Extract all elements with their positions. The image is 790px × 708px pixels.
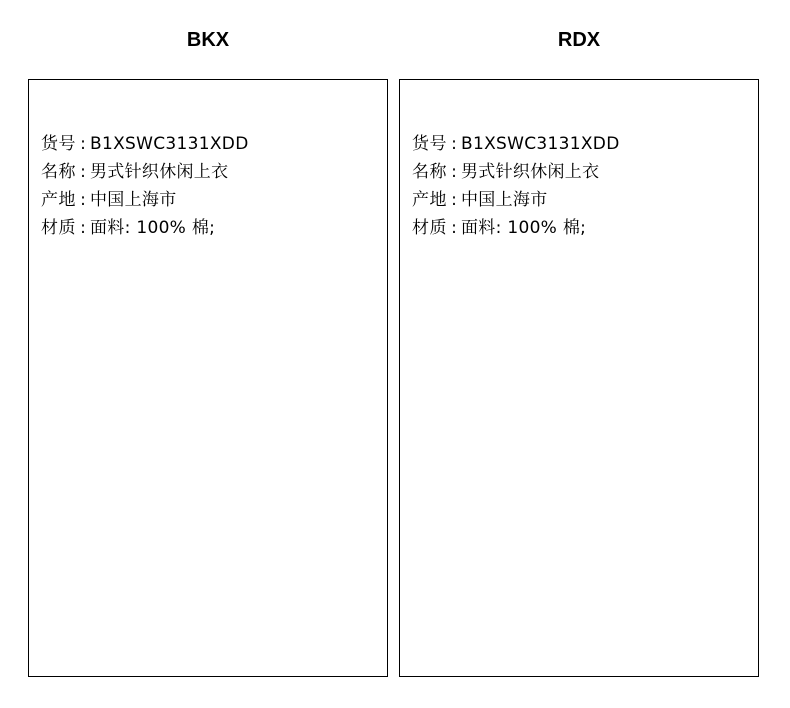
product-name-separator: : — [80, 162, 86, 182]
product-name-label: 名称 — [412, 162, 447, 182]
label-panel-rdx — [399, 79, 759, 677]
label-panel-bkx — [28, 79, 388, 677]
product-name-row — [41, 158, 381, 186]
product-name-separator: : — [451, 162, 457, 182]
material-value: 面料: 100% 棉; — [461, 218, 587, 238]
product-name-value: 男式针织休闲上衣 — [90, 162, 229, 182]
material-value: 面料: 100% 棉; — [90, 218, 216, 238]
item-number-row — [412, 130, 752, 158]
product-name-label: 名称 — [41, 162, 76, 182]
material-label: 材质 — [41, 218, 76, 238]
panel-title-bkx: BKX — [186, 29, 230, 51]
item-number-separator: : — [80, 134, 86, 154]
product-info — [41, 130, 381, 242]
material-row — [41, 214, 381, 242]
origin-value: 中国上海市 — [461, 190, 548, 210]
product-name-value: 男式针织休闲上衣 — [461, 162, 600, 182]
item-number-label: 货号 — [412, 134, 447, 154]
item-number-label: 货号 — [41, 134, 76, 154]
material-separator: : — [80, 218, 86, 238]
product-info — [412, 130, 752, 242]
item-number-value: B1XSWC3131XDD — [461, 134, 620, 154]
material-separator: : — [451, 218, 457, 238]
material-row — [412, 214, 752, 242]
origin-row — [41, 186, 381, 214]
origin-separator: : — [80, 190, 86, 210]
origin-label: 产地 — [412, 190, 447, 210]
item-number-separator: : — [451, 134, 457, 154]
origin-separator: : — [451, 190, 457, 210]
product-name-row — [412, 158, 752, 186]
origin-row — [412, 186, 752, 214]
item-number-value: B1XSWC3131XDD — [90, 134, 249, 154]
panel-title-rdx: RDX — [557, 29, 601, 51]
origin-label: 产地 — [41, 190, 76, 210]
item-number-row — [41, 130, 381, 158]
origin-value: 中国上海市 — [90, 190, 177, 210]
material-label: 材质 — [412, 218, 447, 238]
